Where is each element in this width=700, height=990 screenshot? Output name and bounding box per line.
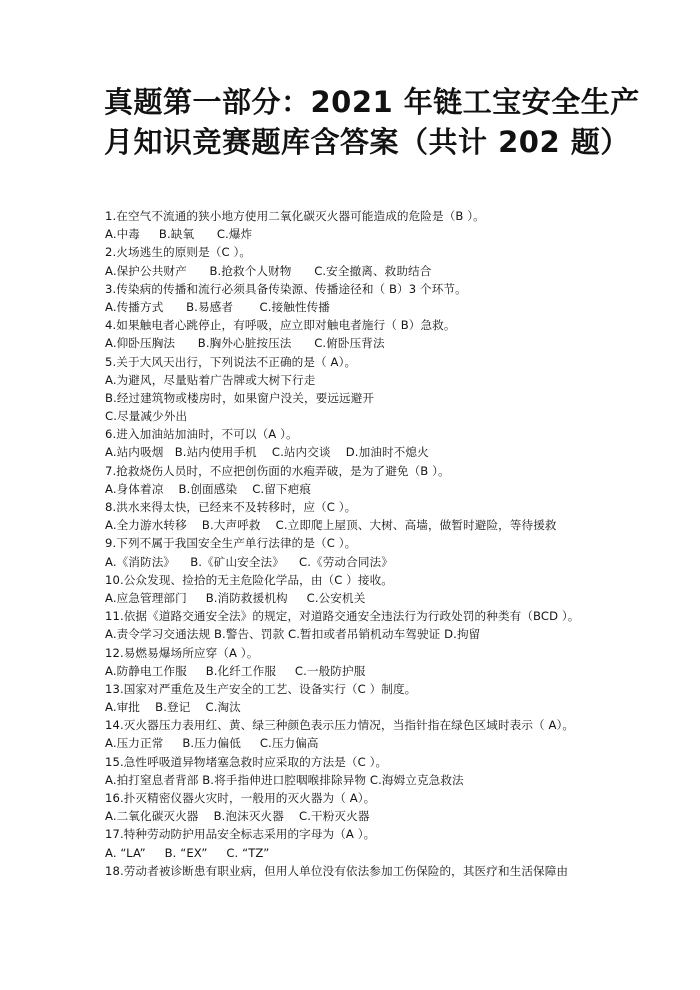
text-line: 7.抢救烧伤人员时，不应把创伤面的水疱弄破，是为了避免（B ）。 xyxy=(105,463,450,478)
text-line: 17.特种劳动防护用品安全标志采用的字母为（A ）。 xyxy=(105,827,376,842)
text-line: 10.公众发现、捡拾的无主危险化学品，由（C ）接收。 xyxy=(105,572,393,587)
text-line: 12.易燃易爆场所应穿（A ）。 xyxy=(105,645,259,660)
text-line: A.防静电工作服 B.化纤工作服 C.一般防护服 xyxy=(105,663,366,678)
text-line: 16.扑灭精密仪器火灾时，一般用的灭火器为（ A）。 xyxy=(105,791,376,805)
text-line: A.传播方式 B.易感者 C.接触性传播 xyxy=(105,299,330,314)
text-line: 1.在空气不流通的狭小地方使用二氧化碳灭火器可能造成的危险是（B ）。 xyxy=(105,209,485,223)
text-line: A.拍打窒息者背部 B.将手指伸进口腔咽喉排除异物 C.海姆立克急救法 xyxy=(105,772,464,787)
text-line: A.应急管理部门 B.消防救援机构 C.公安机关 xyxy=(105,590,366,605)
text-line: A.审批 B.登记 C.淘汰 xyxy=(105,700,241,715)
title-line-1: 真题第一部分：2021 年链工宝安全生产 xyxy=(104,85,640,119)
text-line: 8.洪水来得太快，已经来不及转移时，应（C ）。 xyxy=(105,500,357,514)
text-line: A.《消防法》 B.《矿山安全法》 C.《劳动合同法》 xyxy=(105,554,393,569)
text-line: A.二氧化碳灭火器 B.泡沫灭火器 C.干粉灭火器 xyxy=(105,809,370,824)
question-list xyxy=(105,207,625,880)
text-line: 18.劳动者被诊断患有职业病，但用人单位没有依法参加工伤保险的，其医疗和生活保障由 xyxy=(105,863,569,878)
title-line-2: 月知识竞赛题库含答案（共计 202 题） xyxy=(104,125,630,159)
text-line: 6.进入加油站加油时，不可以（A ）。 xyxy=(105,427,298,442)
text-line: B.经过建筑物或楼房时，如果窗户没关，要远远避开 xyxy=(105,390,375,405)
text-line: 5.关于大风天出行，下列说法不正确的是（ A）。 xyxy=(105,354,357,369)
document-title xyxy=(104,82,640,162)
text-line: 14.灭火器压力表用红、黄、绿三种颜色表示压力情况，当指针指在绿色区域时表示（ A）。 xyxy=(105,718,575,733)
text-line: A.身体着凉 B.创面感染 C.留下疤痕 xyxy=(105,481,312,496)
text-line: 13.国家对严重危及生产安全的工艺、设备实行（C ）制度。 xyxy=(105,681,417,696)
text-line: C.尽量减少外出 xyxy=(105,409,188,424)
text-line: A.全力游水转移 B.大声呼救 C.立即爬上屋顶、大树、高墙，做暂时避险，等待援救 xyxy=(105,518,557,533)
text-line: A.责令学习交通法规 B.警告、罚款 C.暂扣或者吊销机动车驾驶证 D.拘留 xyxy=(105,627,481,642)
text-line: A.中毒 B.缺氧 C.爆炸 xyxy=(105,227,253,242)
text-line: 3.传染病的传播和流行必须具备传染源、传播途径和（ B）3 个环节。 xyxy=(105,281,467,296)
text-line: 15.急性呼吸道异物堵塞急救时应采取的方法是（C ）。 xyxy=(105,754,388,769)
text-line: 2.火场逃生的原则是（C ）。 xyxy=(105,245,252,260)
text-line: A.为避风，尽量贴着广告牌或大树下行走 xyxy=(105,372,316,387)
text-line: A.站内吸烟 B.站内使用手机 C.站内交谈 D.加油时不熄火 xyxy=(105,445,429,460)
text-line: 9.下列不属于我国安全生产单行法律的是（C ）。 xyxy=(105,536,357,551)
text-line: A.压力正常 B.压力偏低 C.压力偏高 xyxy=(105,736,319,751)
text-line: A.保护公共财产 B.抢救个人财物 C.安全撤离、救助结合 xyxy=(105,263,432,278)
text-line: 11.依据《道路交通安全法》的规定，对道路交通安全违法行为行政处罚的种类有（BCD ）。 xyxy=(105,609,580,624)
text-line: A. “LA” B. “EX” C. “TZ” xyxy=(105,845,270,860)
text-line: A.仰卧压胸法 B.胸外心脏按压法 C.俯卧压背法 xyxy=(105,336,385,351)
text-line: 4.如果触电者心跳停止，有呼吸，应立即对触电者施行（ B）急救。 xyxy=(105,318,456,333)
